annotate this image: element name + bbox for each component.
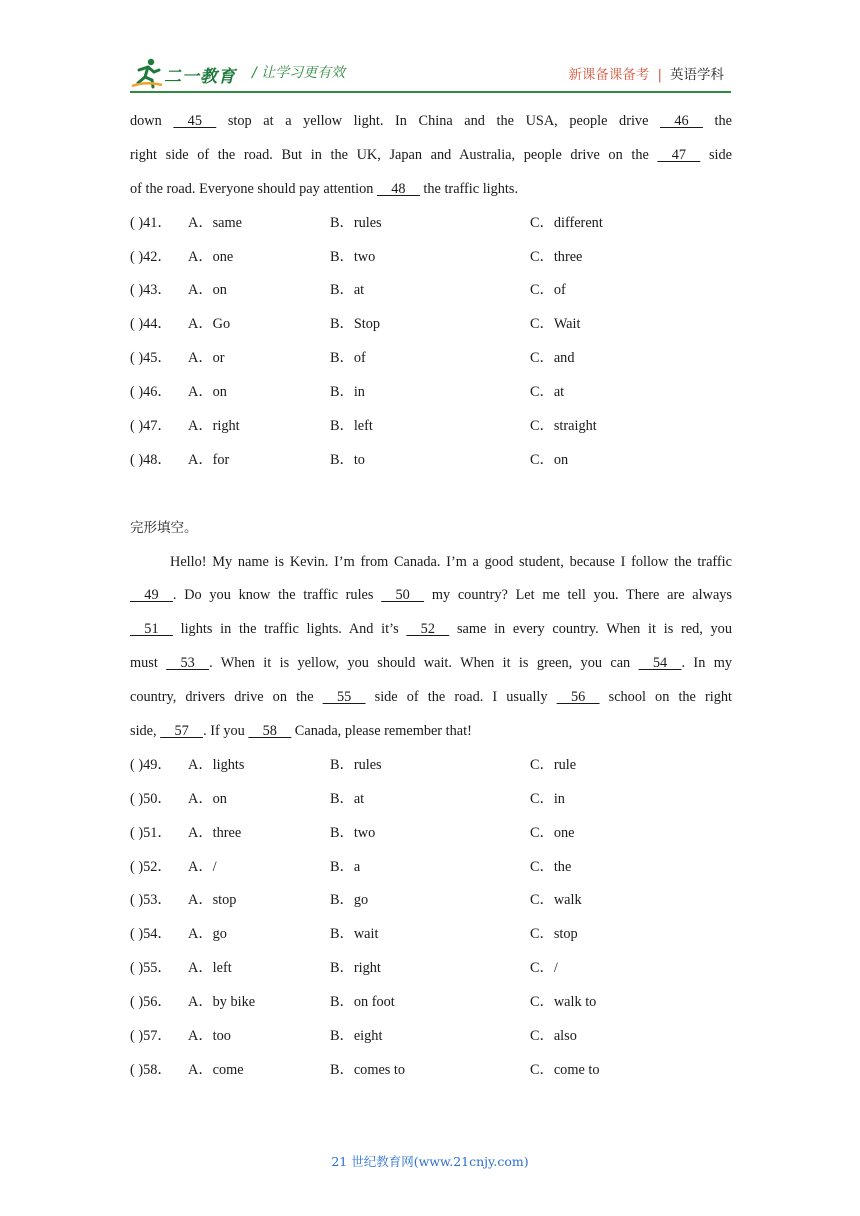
passage-text: lights in the traffic lights. And it’s xyxy=(172,621,407,638)
running-figure-icon xyxy=(130,56,164,90)
option-b: B．left xyxy=(330,418,373,435)
option-b: B．at xyxy=(330,282,365,299)
option-b: B．rules xyxy=(330,214,382,231)
question-number: ( )51． xyxy=(130,824,172,841)
question-row xyxy=(130,308,732,342)
passage-text: side of the road. I usually xyxy=(365,689,557,706)
option-c: C．different xyxy=(530,214,603,231)
question-number: ( )49． xyxy=(130,756,172,773)
option-a: A．right xyxy=(188,418,240,435)
option-a: A．one xyxy=(188,248,234,265)
page-header xyxy=(130,56,730,90)
header-divider xyxy=(130,91,731,93)
passage-text: . Do you know the traffic rules xyxy=(172,587,382,604)
passage-line xyxy=(130,681,732,715)
passage-text: . When it is yellow, you should wait. When it is green, you can xyxy=(209,655,639,672)
option-a: A．too xyxy=(188,1028,231,1045)
question-number: ( )50． xyxy=(130,790,172,807)
option-c: C．one xyxy=(530,824,575,841)
question-row xyxy=(130,376,732,410)
option-a: A．lights xyxy=(188,756,245,773)
answer-blank: 56 xyxy=(556,689,600,706)
question-row xyxy=(130,749,732,783)
option-b: B．rules xyxy=(330,756,382,773)
answer-blank: 47 xyxy=(657,146,701,163)
passage-text: of the road. Everyone should pay attention xyxy=(130,180,377,197)
passage-text: right side of the road. But in the UK, Japan and Australia, people drive on the xyxy=(130,146,658,163)
option-c: C．walk to xyxy=(530,994,597,1011)
answer-blank: 51 xyxy=(130,621,173,638)
spacer xyxy=(130,478,732,512)
option-b: B．wait xyxy=(330,926,379,943)
answer-blank: 45 xyxy=(173,113,217,129)
passage-2 xyxy=(130,546,732,749)
subject-title xyxy=(568,63,724,83)
option-b: B．in xyxy=(330,384,365,401)
question-number: ( )42． xyxy=(130,248,172,265)
option-a: A．three xyxy=(188,824,242,841)
option-c: C．three xyxy=(530,248,583,265)
course-label: 新课备课备考 xyxy=(568,67,650,83)
question-number: ( )45． xyxy=(130,350,172,367)
passage-line xyxy=(130,139,732,173)
option-c: C．of xyxy=(530,282,566,299)
subject-label: 英语学科 xyxy=(670,67,724,83)
option-b: B．to xyxy=(330,451,365,468)
passage-text: down xyxy=(130,113,174,129)
option-a: A．on xyxy=(188,384,227,401)
passage-line xyxy=(130,613,732,647)
option-b: B．eight xyxy=(330,1028,383,1045)
option-a: A．Go xyxy=(188,316,231,333)
question-row xyxy=(130,783,732,817)
option-c: C．come to xyxy=(530,1061,600,1078)
question-number: ( )44． xyxy=(130,316,172,333)
question-row xyxy=(130,952,732,986)
passage-text: school on the right xyxy=(599,689,733,706)
passage-text: same in every country. When it is red, you xyxy=(449,621,732,638)
answer-blank: 46 xyxy=(660,113,703,129)
passage-text: the traffic lights. xyxy=(419,180,519,197)
passage-text: Hello! My name is Kevin. I’m from Canada. I’m a good student, because I follow the traffic xyxy=(170,553,732,570)
passage-text: Canada, please remember that! xyxy=(291,723,472,740)
option-b: B．two xyxy=(330,824,376,841)
option-b: B．two xyxy=(330,248,376,265)
option-c: C．also xyxy=(530,1028,577,1045)
option-b: B．on foot xyxy=(330,994,395,1011)
logo xyxy=(130,56,248,90)
answer-blank: 48 xyxy=(376,180,420,197)
question-row xyxy=(130,274,732,308)
answer-blank: 57 xyxy=(160,723,204,740)
passage-text: my country? Let me tell you. There are always xyxy=(424,587,732,604)
option-a: A．on xyxy=(188,282,227,299)
answer-blank: 54 xyxy=(638,655,682,672)
option-b: B．go xyxy=(330,892,369,909)
question-number: ( )54． xyxy=(130,926,172,943)
answer-blank: 53 xyxy=(166,655,210,672)
question-row xyxy=(130,410,732,444)
option-a: A．stop xyxy=(188,892,237,909)
option-a: A．left xyxy=(188,960,232,977)
question-row xyxy=(130,1020,732,1054)
passage-text: . If you xyxy=(203,723,249,740)
question-number: ( )47． xyxy=(130,418,172,435)
option-a: A．go xyxy=(188,926,227,943)
question-number: ( )53． xyxy=(130,892,172,909)
question-row xyxy=(130,884,732,918)
question-list-2 xyxy=(130,749,732,1088)
question-number: ( )57． xyxy=(130,1028,172,1045)
option-b: B．right xyxy=(330,960,381,977)
passage-line xyxy=(130,579,732,613)
option-b: B．at xyxy=(330,790,365,807)
passage-line xyxy=(130,647,732,681)
option-c: C．on xyxy=(530,451,569,468)
option-a: A．or xyxy=(188,350,225,367)
option-c: C．rule xyxy=(530,756,577,773)
section-title: 完形填空。 xyxy=(130,519,198,536)
answer-blank: 58 xyxy=(248,723,292,740)
passage-line xyxy=(130,105,732,139)
question-number: ( )46． xyxy=(130,384,172,401)
passage-text: the xyxy=(702,113,732,129)
question-number: ( )55． xyxy=(130,960,172,977)
question-list-1 xyxy=(130,207,732,478)
question-number: ( )41． xyxy=(130,214,172,231)
document-body xyxy=(130,105,732,1088)
question-row xyxy=(130,1054,732,1088)
logo-text: 二一教育 xyxy=(164,67,236,87)
page-footer: 21 世纪教育网(www.21cnjy.com) xyxy=(331,1154,529,1169)
title-separator: | xyxy=(657,67,662,83)
option-a: A．for xyxy=(188,451,230,468)
option-a: A．come xyxy=(188,1061,244,1078)
question-row xyxy=(130,241,732,275)
option-b: B．a xyxy=(330,858,361,875)
option-a: A．/ xyxy=(188,858,217,875)
passage-line xyxy=(130,546,732,580)
question-number: ( )58． xyxy=(130,1061,172,1078)
passage-line xyxy=(130,715,732,749)
question-number: ( )48． xyxy=(130,451,172,468)
passage-text: country, drivers drive on the xyxy=(130,689,323,706)
answer-blank: 55 xyxy=(322,689,366,706)
answer-blank: 49 xyxy=(130,587,173,604)
question-row xyxy=(130,851,732,885)
passage-text: . In my xyxy=(681,655,732,672)
passage-text: side xyxy=(700,146,732,163)
option-c: C．straight xyxy=(530,418,597,435)
option-c: C．at xyxy=(530,384,565,401)
passage-line xyxy=(130,173,732,207)
option-c: C．and xyxy=(530,350,575,367)
option-b: B．comes to xyxy=(330,1061,406,1078)
question-number: ( )43． xyxy=(130,282,172,299)
option-b: B．of xyxy=(330,350,366,367)
question-row xyxy=(130,207,732,241)
question-row xyxy=(130,986,732,1020)
option-b: B．Stop xyxy=(330,316,381,333)
passage-text: stop at a yellow light. In China and the USA, people drive xyxy=(216,113,661,129)
passage-text: must xyxy=(130,655,167,672)
question-number: ( )52． xyxy=(130,858,172,875)
passage-text: side, xyxy=(130,723,161,740)
option-c: C．walk xyxy=(530,892,582,909)
question-row xyxy=(130,817,732,851)
question-row xyxy=(130,444,732,478)
option-a: A．on xyxy=(188,790,227,807)
passage-1 xyxy=(130,105,732,207)
question-row xyxy=(130,918,732,952)
question-row xyxy=(130,342,732,376)
slogan: / 让学习更有效 xyxy=(252,65,346,81)
option-c: C．stop xyxy=(530,926,578,943)
option-a: A．by bike xyxy=(188,994,256,1011)
answer-blank: 50 xyxy=(381,587,425,604)
option-c: C．/ xyxy=(530,960,558,977)
option-c: C．Wait xyxy=(530,316,581,333)
option-c: C．the xyxy=(530,858,572,875)
question-number: ( )56． xyxy=(130,994,172,1011)
option-a: A．same xyxy=(188,214,242,231)
answer-blank: 52 xyxy=(406,621,450,638)
option-c: C．in xyxy=(530,790,565,807)
